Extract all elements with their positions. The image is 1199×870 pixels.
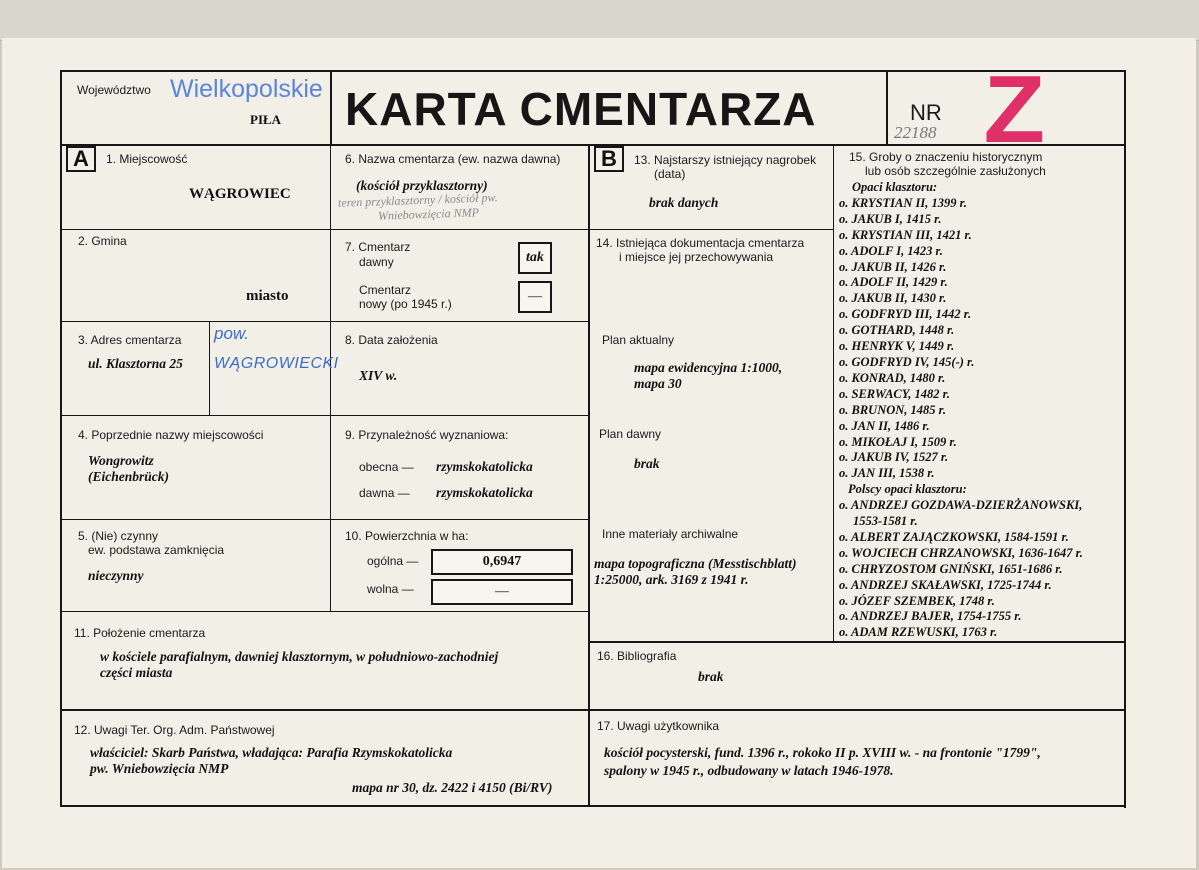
f9-obecna-value: rzymskokatolicka [436, 459, 533, 474]
list-item: Polscy opaci klasztoru: [848, 482, 967, 497]
f17-label: 17. Uwagi użytkownika [597, 719, 720, 733]
f2-value: miasto [246, 288, 289, 304]
f10-ogolna-value: 0,6947 [482, 554, 522, 569]
list-item: o. GODFRYD III, 1442 r. [839, 307, 972, 322]
list-item: o. ANDRZEJ SKAŁAWSKI, 1725-1744 r. [839, 577, 1052, 592]
f1-value: WĄGROWIEC [189, 186, 291, 202]
list-item: o. JÓZEF SZEMBEK, 1748 r. [839, 593, 995, 608]
f12-value-1: właściciel: Skarb Państwa, władająca: Parafia Rzymskokatolicka [90, 745, 453, 760]
list-item: o. WOJCIECH CHRZANOWSKI, 1636-1647 r. [839, 545, 1083, 560]
f17-value-1: kościół pocysterski, fund. 1396 r., rokoko II p. XVIII w. - na frontonie "1799", [604, 745, 1041, 760]
f3-value: ul. Klasztorna 25 [88, 356, 183, 371]
list-item: o. JAKUB I, 1415 r. [839, 211, 942, 226]
list-item: o. MIKOŁAJ I, 1509 r. [839, 434, 957, 449]
f7-dawny-box [518, 242, 552, 274]
outer-left [60, 70, 62, 807]
f14-plan-aktualny-label: Plan aktualny [602, 333, 675, 347]
section-a-letter: A [66, 146, 96, 172]
list-item: o. JAKUB II, 1426 r. [839, 259, 947, 274]
list-item: o. JAKUB IV, 1527 r. [839, 450, 949, 465]
wojewodztwo-label: Województwo [77, 83, 151, 97]
f7-dawny-label: dawny [359, 255, 394, 269]
f11-value-2: części miasta [100, 665, 173, 680]
list-item: o. ADOLF II, 1429 r. [839, 275, 948, 290]
card-title: KARTA CMENTARZA [345, 83, 817, 135]
f7-nowy-value: — [528, 289, 542, 304]
nr-value: 22188 [894, 123, 937, 142]
f10-ogolna-label: ogólna — [367, 554, 419, 568]
row-230-b [588, 229, 834, 230]
f8-value: XIV w. [359, 368, 398, 383]
f6-pencil-2: Wniebowzięcia NMP [377, 205, 480, 223]
stamp-z: Z [983, 56, 1046, 163]
list-item: o. GODFRYD IV, 145(-) r. [839, 354, 975, 369]
header-bottom [60, 144, 1126, 146]
list-item: o. ALBERT ZAJĄCZKOWSKI, 1584-1591 r. [839, 529, 1069, 544]
list-item: o. ANDRZEJ BAJER, 1754-1755 r. [839, 609, 1022, 624]
col-divider-330 [330, 144, 331, 612]
f15-label-2: lub osób szczególnie zasłużonych [865, 164, 1046, 178]
f6-value: (kościół przyklasztorny) [356, 178, 488, 193]
f5-label-2: ew. podstawa zamknięcia [88, 543, 225, 557]
list-item: o. ANDRZEJ GOZDAWA-DZIERŻANOWSKI, [839, 498, 1083, 513]
address-divider [209, 322, 210, 416]
f12-label: 12. Uwagi Ter. Org. Adm. Państwowej [74, 723, 275, 737]
row-710 [60, 709, 1126, 711]
f14-inne-value-2: 1:25000, ark. 3169 z 1941 r. [594, 572, 749, 587]
f9-dawna-label: dawna — [359, 486, 410, 500]
row-416 [60, 415, 590, 416]
row-612 [60, 611, 590, 612]
header-divider-1 [330, 70, 332, 146]
f6-label: 6. Nazwa cmentarza (ew. nazwa dawna) [345, 152, 561, 166]
f4-label: 4. Poprzednie nazwy miejscowości [78, 428, 264, 442]
f10-wolna-label: wolna — [367, 582, 414, 596]
f9-dawna-value: rzymskokatolicka [436, 485, 533, 500]
f3-hand-pow: pow. [214, 324, 249, 343]
f4-value-1: Wongrowitz [88, 453, 154, 468]
row-520 [60, 519, 590, 520]
list-item: o. JAKUB II, 1430 r. [839, 291, 947, 306]
list-item: o. GOTHARD, 1448 r. [839, 323, 955, 338]
f14-inne-value-1: mapa topograficzna (Messtischblatt) [594, 556, 797, 571]
outer-top [60, 70, 1126, 72]
row-322 [60, 321, 590, 322]
f14-label-2: i miejsce jej przechowywania [619, 250, 774, 264]
f6-pencil-1: teren przyklasztorny / kościół pw. [337, 190, 498, 210]
f13-label-1: 13. Najstarszy istniejący nagrobek [634, 153, 817, 167]
section-b-letter: B [594, 146, 624, 172]
f16-value: brak [698, 669, 724, 684]
f12-value-2: pw. Wniebowzięcia NMP [90, 761, 229, 776]
f5-value: nieczynny [88, 568, 144, 583]
outer-bottom [60, 805, 1126, 807]
scan-top-strip [0, 0, 1199, 41]
f9-label: 9. Przynależność wyznaniowa: [345, 428, 509, 442]
list-item: o. ADOLF I, 1423 r. [839, 243, 943, 258]
f8-label: 8. Data założenia [345, 333, 438, 347]
list-item: o. JAN II, 1486 r. [839, 418, 930, 433]
f7-nowy-label-2: nowy (po 1945 r.) [359, 297, 452, 311]
f11-label: 11. Położenie cmentarza [74, 626, 206, 640]
nr-label: NR [910, 100, 942, 125]
f14-inne-label: Inne materiały archiwalne [602, 527, 739, 541]
f5-label-1: 5. (Nie) czynny [78, 529, 159, 543]
f13-label-2: (data) [654, 167, 686, 181]
list-item: Opaci klasztoru: [852, 180, 938, 194]
f10-wolna-value: — [495, 584, 509, 599]
wojewodztwo-value: Wielkopolskie [170, 75, 323, 103]
f7-dawny-value: tak [526, 250, 544, 265]
outer-right [1124, 70, 1126, 647]
list-item: o. CHRYZOSTOM GNIŃSKI, 1651-1686 r. [839, 561, 1063, 576]
f2-label: 2. Gmina [78, 234, 127, 248]
f16-label: 16. Bibliografia [597, 649, 677, 663]
col-divider-589 [588, 144, 590, 807]
f15-graves-list [839, 180, 1123, 641]
f7-nowy-box [518, 281, 552, 313]
f10-wolna-box [431, 579, 573, 605]
list-item: o. ADAM RZEWUSKI, 1763 r. [839, 625, 998, 640]
list-item: o. KRYSTIAN II, 1399 r. [839, 195, 967, 210]
f9-obecna-label: obecna — [359, 460, 414, 474]
list-item: o. KRYSTIAN III, 1421 r. [839, 227, 972, 242]
f17-value-2: spalony w 1945 r., odbudowany w latach 1946-1978. [604, 763, 894, 778]
f14-plan-aktualny-value-2: mapa 30 [634, 376, 682, 391]
f13-value: brak danych [649, 195, 719, 210]
list-item: o. JAN III, 1538 r. [839, 466, 935, 481]
f15-label-1: 15. Groby o znaczeniu historycznym [849, 150, 1043, 164]
f10-ogolna-box [431, 549, 573, 575]
list-item: o. BRUNON, 1485 r. [839, 402, 946, 417]
right-lower-edge [1124, 645, 1126, 808]
region-label: PIŁA [250, 112, 282, 127]
list-item: 1553-1581 r. [853, 514, 918, 529]
row-230 [60, 229, 590, 230]
list-item: o. HENRYK V, 1449 r. [839, 339, 955, 354]
f1-label: 1. Miejscowość [106, 152, 188, 166]
f3-hand-powiat: WĄGROWIECKI [214, 355, 339, 372]
list-item: o. KONRAD, 1480 r. [839, 370, 946, 385]
f3-label: 3. Adres cmentarza [78, 333, 182, 347]
f4-value-2: (Eichenbrück) [88, 469, 169, 484]
f14-plan-dawny-label: Plan dawny [599, 427, 662, 441]
f14-label-1: 14. Istniejąca dokumentacja cmentarza [596, 236, 805, 250]
f10-label: 10. Powierzchnia w ha: [345, 529, 469, 543]
f12-value-3: mapa nr 30, dz. 2422 i 4150 (Bi/RV) [352, 780, 553, 795]
row-642 [588, 641, 1126, 643]
f14-plan-aktualny-value-1: mapa ewidencyjna 1:1000, [634, 360, 783, 375]
col-divider-833 [833, 144, 834, 641]
header-divider-2 [886, 70, 888, 146]
f7-label: 7. Cmentarz [345, 240, 411, 254]
f14-plan-dawny-value: brak [634, 456, 660, 471]
list-item: o. SERWACY, 1482 r. [839, 386, 950, 401]
f7-nowy-label-1: Cmentarz [359, 283, 412, 297]
f11-value-1: w kościele parafialnym, dawniej klasztornym, w południowo-zachodniej [100, 649, 499, 664]
